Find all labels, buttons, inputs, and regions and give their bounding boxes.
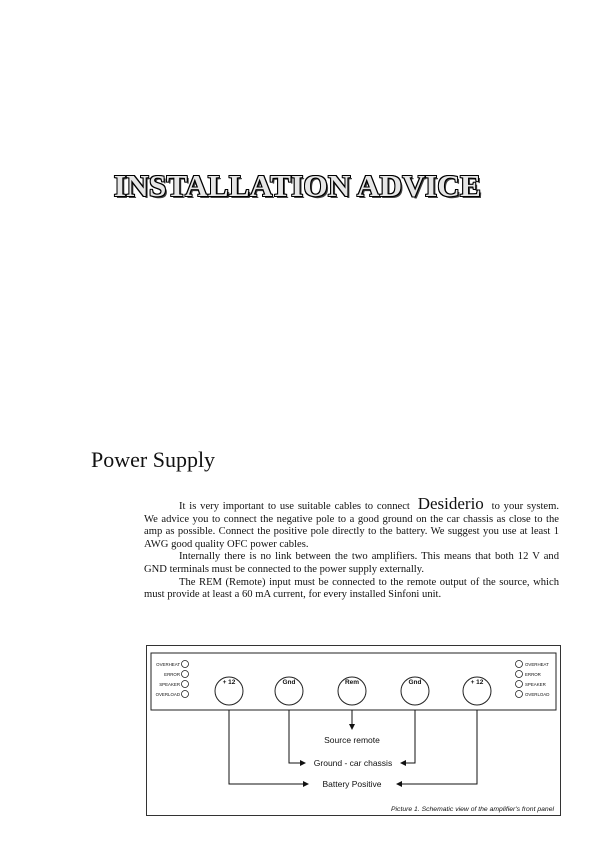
label-battery-positive: Battery Positive — [322, 779, 382, 789]
led-label-overload-right: OVERLOAD — [525, 692, 550, 697]
terminal-label: + 12 — [470, 679, 484, 686]
led-label-error-left: ERROR — [164, 672, 180, 677]
figure-caption: Picture 1. Schematic view of the amplifier's front panel — [391, 806, 554, 813]
led-icon — [182, 691, 189, 698]
terminal-label: Gnd — [282, 679, 296, 686]
paragraph-cables-rest: to your system. We advice you to connect the negative pole to a good ground on the car chassis as close to the amp as possible. Connect the positive pole directly to the battery. We suggest you use at least 1 AWG good quality OFC power cables. — [144, 501, 559, 550]
label-source-remote: Source remote — [324, 735, 380, 745]
led-icon — [516, 691, 523, 698]
led-icon — [516, 671, 523, 678]
led-label-error-right: ERROR — [525, 672, 541, 677]
led-label-speaker-left: SPEAKER — [159, 682, 180, 687]
paragraph-cables — [144, 494, 559, 551]
terminal-plus12-left — [215, 677, 243, 705]
wire-battery-right — [401, 710, 477, 784]
terminal-label: Rem — [344, 679, 360, 686]
paragraph-cables-lead: It is very important to use suitable cables to connect — [179, 501, 410, 512]
body-text — [144, 494, 559, 602]
amplifier-front-panel-diagram — [147, 646, 560, 815]
arrow-down-icon — [349, 724, 355, 730]
led-label-speaker-right: SPEAKER — [525, 682, 546, 687]
arrow-right-icon — [300, 760, 306, 766]
page-title: INSTALLATION ADVICE — [113, 168, 482, 203]
figure-frame — [146, 645, 561, 816]
wire-ground-left — [289, 710, 301, 763]
label-ground-car-chassis: Ground - car chassis — [313, 758, 393, 768]
led-icon — [182, 661, 189, 668]
led-label-overload-left: OVERLOAD — [155, 692, 180, 697]
terminal-plus12-right — [463, 677, 491, 705]
arrow-right-icon — [303, 781, 309, 787]
terminal-rem — [338, 677, 366, 705]
led-icon — [182, 671, 189, 678]
terminal-label: + 12 — [222, 679, 236, 686]
brand-name: Desiderio — [417, 494, 484, 513]
led-icon — [516, 681, 523, 688]
arrow-left-icon — [396, 781, 402, 787]
wire-battery-left — [229, 710, 304, 784]
terminal-gnd-right — [401, 677, 429, 705]
terminal-gnd-left — [275, 677, 303, 705]
led-label-overheat-right: OVERHEAT — [525, 662, 549, 667]
led-icon — [516, 661, 523, 668]
led-icon — [182, 681, 189, 688]
paragraph-remote: The REM (Remote) input must be connected to the remote output of the source, which must provide at least a 60 mA current, for every installed Sinfoni unit. — [144, 576, 559, 601]
wire-ground-right — [405, 710, 415, 763]
terminal-label: Gnd — [408, 679, 422, 686]
arrow-left-icon — [400, 760, 406, 766]
paragraph-internal-link: Internally there is no link between the two amplifiers. This means that both 12 V and GND terminals must be connected to the power supply externally. — [144, 551, 559, 575]
section-title-power-supply: Power Supply — [91, 447, 216, 472]
led-label-overheat-left: OVERHEAT — [156, 662, 180, 667]
